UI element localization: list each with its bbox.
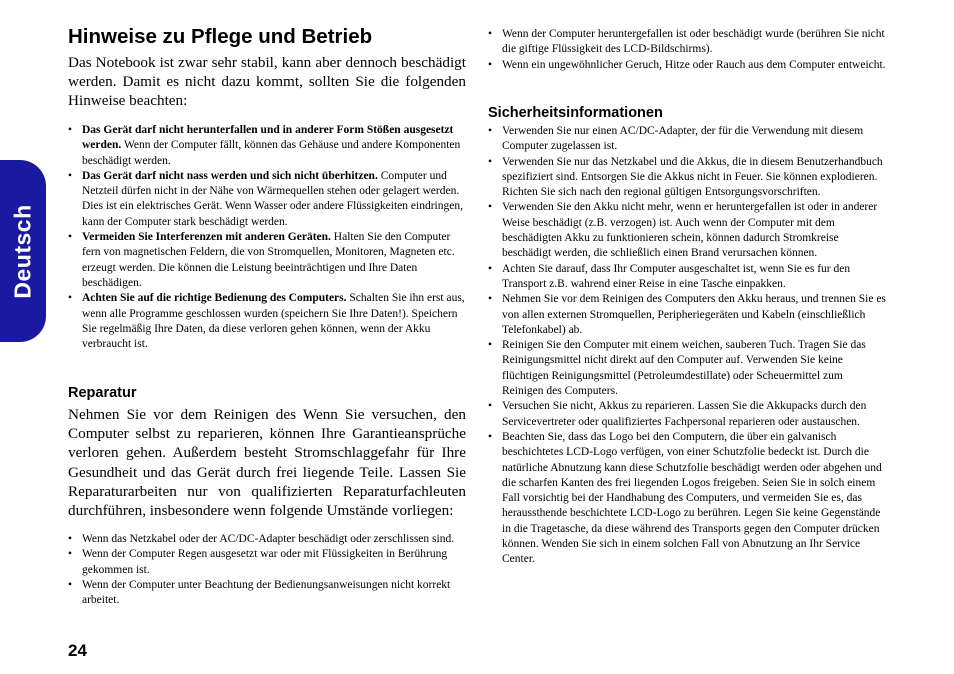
page-number: 24 — [68, 641, 87, 660]
repair-item: • Wenn der Computer heruntergefallen ist oder beschädigt wurde (berühren Sie nicht die giftige Flüssigkeit des LCD-Bildschirms). — [488, 27, 886, 58]
care-item-text: Schalten Sie ihn erst aus, wenn alle Programme geschlossen wurden (speichern Sie Ihre Daten!). Speichern Sie regelmäßig Ihre Daten, da diese verloren gehen können, wenn der Akku verbraucht ist. — [82, 292, 465, 351]
repair-item: • Wenn ein ungewöhnlicher Geruch, Hitze oder Rauch aus dem Computer entweicht. — [488, 58, 886, 73]
care-item-bold: Das Gerät darf nicht nass werden und sich nicht überhitzen. — [82, 169, 378, 182]
care-item-bold: Das Gerät darf nicht herunterfallen und in anderer Form Stößen ausgesetzt werden. — [82, 124, 454, 152]
repair-item: • Wenn das Netzkabel oder der AC/DC-Adapter beschädigt oder zerschlissen sind. — [68, 532, 466, 547]
repair-heading: Reparatur — [68, 385, 137, 401]
language-tab-label: Deutsch — [9, 203, 36, 299]
care-item — [68, 123, 466, 169]
care-item-text: Wenn der Computer fällt, können das Gehäuse und andere Komponenten beschädigt werden. — [82, 139, 461, 167]
repair-list-continued — [488, 27, 886, 73]
page-title: Hinweise zu Pflege und Betrieb — [68, 25, 373, 48]
repair-list — [68, 532, 466, 608]
intro-paragraph: Das Notebook ist zwar sehr stabil, kann aber dennoch beschädigt werden. Damit es nicht dazu kommt, sollten Sie die folgenden Hinweise beachten: — [68, 54, 466, 110]
safety-item: • Verwenden Sie nur einen AC/DC-Adapter, der für die Verwendung mit diesem Computer zugelassen ist. — [488, 124, 886, 155]
safety-item: • Verwenden Sie nur das Netzkabel und die Akkus, die in diesem Benutzerhandbuch spezifiziert sind. Entsorgen Sie die Akkus nicht in Feuer. Sie können explodieren. Richten Sie sich nach den regional gültigen Entsorgungsvorschriften. — [488, 155, 886, 201]
repair-paragraph: Nehmen Sie vor dem Reinigen des Wenn Sie versuchen, den Computer selbst zu reparieren, können Ihre Garantieansprüche verloren gehen. Außerdem besteht Stromschlaggefahr für Ihre Gesundheit und das Gerät durch frei liegende Teile. Lassen Sie Reparaturarbeiten nur von qualifizierten Reparaturfachleuten durchführen, insbesondere wenn folgende Umstände vorliegen: — [68, 406, 466, 520]
safety-item: • Reinigen Sie den Computer mit einem weichen, sauberen Tuch. Tragen Sie das Reinigungsmittel nicht direkt auf den Computer auf. Verwenden Sie keine flüchtigen Reinigungsmittel (Petroleumdestillate) oder Scheuermittel zum Reinigen des Computers. — [488, 338, 886, 399]
language-tab — [0, 160, 46, 342]
safety-item: • Beachten Sie, dass das Logo bei den Computern, die über ein galvanisch beschichtetes LCD-Logo verfügen, von einer Schutzfolie bedeckt ist. Durch die natürliche Abnutzung kann diese Schutzfolie beschädigt werden oder abgehen und die scharfen Kanten des frei liegenden Logos freigeben. Seien Sie in solch einem Fall vorsichtig bei der Handhabung des Computers, und vermeiden Sie es, das heraussthende beschichtete LCD-Logo zu berühren. Legen Sie keine Gegenstände in die Tragetasche, da diese während des Transports gegen den Computer drücken können. Wenden Sie sich in einem solchen Fall von Abnutzung an Ihr Service Center. — [488, 430, 886, 568]
care-list — [68, 123, 466, 352]
care-item-text: Computer und Netzteil dürfen nicht in der Nähe von Wärmequellen stehen oder gelagert werden. Dies ist ein elektrisches Gerät. Wenn Wasser oder andere Flüssigkeiten eindringen, kann der Computer stark beschädigt werden. — [82, 169, 463, 228]
care-item-bold: Achten Sie auf die richtige Bedienung des Computers. — [82, 292, 347, 305]
safety-item: • Versuchen Sie nicht, Akkus zu reparieren. Lassen Sie die Akkupacks durch den Servicevertreter oder qualifiziertes Fachpersonal reparieren oder austauschen. — [488, 399, 886, 430]
repair-item: • Wenn der Computer Regen ausgesetzt war oder mit Flüssigkeiten in Berührung gekommen ist. — [68, 547, 466, 578]
safety-item: • Verwenden Sie den Akku nicht mehr, wenn er heruntergefallen ist oder in anderer Weise beschädigt (z.B. verzogen) ist. Auch wenn der Computer mit dem beschädigten Akku zu funktionieren schein, können dadurch Stromkreise beschädigt werden, die schließlich einen Brand verursachen können. — [488, 200, 886, 261]
care-item — [68, 230, 466, 291]
safety-list — [488, 124, 886, 568]
care-item-bold: Vermeiden Sie Interferenzen mit anderen Geräten. — [82, 231, 331, 244]
care-item-text: Halten Sie den Computer fern von magnetischen Feldern, die von Stromquellen, Monitoren, Magneten etc. erzeugt werden. Die können die Leistung beeinträchtigen und Ihre Daten beschädigen. — [82, 231, 455, 289]
safety-item: • Nehmen Sie vor dem Reinigen des Computers den Akku heraus, und trennen Sie es von allen externen Stromquellen, Peripheriegeräten und Kabeln (einschließlich Telefonkabel) ab. — [488, 292, 886, 338]
care-item — [68, 169, 466, 230]
language-tab-label-wrap — [0, 160, 46, 342]
safety-item: • Achten Sie darauf, dass Ihr Computer ausgeschaltet ist, wenn Sie es fur den Transport z.B. wahrend einer Reise in eine Tasche einpakken. — [488, 262, 886, 293]
repair-item: • Wenn der Computer unter Beachtung der Bedienungsanweisungen nicht korrekt arbeitet. — [68, 578, 466, 609]
safety-heading: Sicherheitsinformationen — [488, 105, 663, 121]
care-item — [68, 291, 466, 352]
